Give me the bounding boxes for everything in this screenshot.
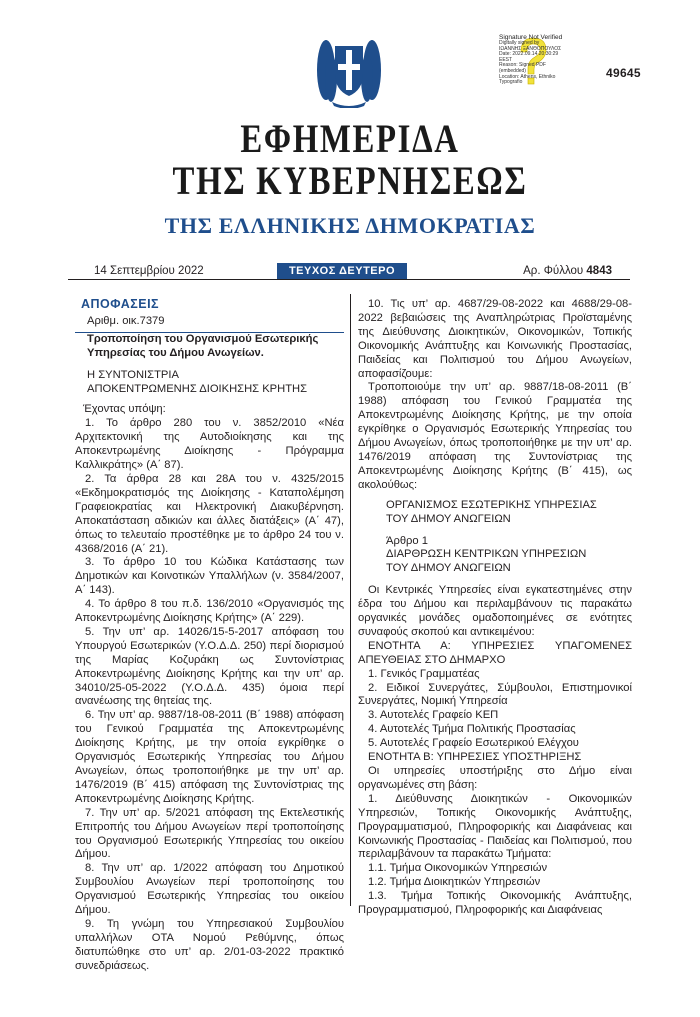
signature-line: EEST [499,56,513,63]
department-item: 1.2. Τμήμα Διοικητικών Υπηρεσιών [368,876,541,889]
gazette-subtitle: ΤΗΣ ΕΛΛΗΝΙΚΗΣ ΔΗΜΟΚΡΑΤΙΑΣ [164,213,536,238]
central-services-paragraph: Οι Κεντρικές Υπηρεσίες είναι εγκατεστημένες στην έδρα του Δήμου και περιλαμβάνουν τις παρακάτω οργανικές μονάδες ομαδοποιημένες σε ενότητες συναφούς σκοπού και αντικειμένου: [358,584,632,638]
signature-title: Signature Not Verified [499,34,563,41]
gazette-title-line-1: ΕΦΗΜΕΡΙΔΑ [240,116,460,161]
amendment-paragraph: Τροποποιούμε την υπ’ αρ. 9887/18-08-2011 (Β΄ 1988) απόφαση του Γενικού Γραμματέα της Αποκεντρωμένης Διοίκησης Κρήτης, με την οποία εγκρίθηκε ο Οργανισμός Εσωτερικής Υπηρεσίας του Δήμου Ανωγείων, όπως τροποποιήθηκε με την υπ’ αρ. 1476/2019 απόφαση της Συντονίστριας της Αποκεντρωμένης Διοίκησης Κρήτης (Β΄ 415), ως ακολούθως: [358,381,632,491]
column-divider [350,294,351,906]
unit-a-item: 4. Αυτοτελές Τμήμα Πολιτικής Προστασίας [368,723,576,736]
article-title-line: ΔΙΑΡΘΡΩΣΗ ΚΕΝΤΡΙΚΩΝ ΥΠΗΡΕΣΙΩΝ [386,548,587,561]
unit-a-item: 5. Αυτοτελές Γραφείο Εσωτερικού Ελέγχου [368,737,579,750]
department-item: 1.1. Τμήμα Οικονομικών Υπηρεσιών [368,862,548,875]
consideration-paragraph: 7. Την υπ’ αρ. 5/2021 απόφαση της Εκτελεστικής Επιτροπής του Δήμου Ανωγείων περί τροποποίησης του Οργανισμού Εσωτερικής Υπηρεσίας του οικείου Δήμου. [75,806,344,861]
consideration-paragraph: 3. Το άρθρο 10 του Κώδικα Κατάστασης των Δημοτικών και Κοινοτικών Υπαλλήλων (ν. 3584/2007, Α΄ 143). [75,556,344,597]
signature-line: Typografio [499,79,523,86]
greek-state-emblem-icon [314,36,384,108]
consideration-paragraph: 1. Το άρθρο 280 του ν. 3852/2010 «Νέα Αρχιτεκτονική της Αυτοδιοίκησης και της Αποκεντρωμένης Διοίκησης - Πρόγραμμα Καλλικράτης» (Α΄ 87). [75,417,344,472]
left-column [75,298,344,974]
decision-title: Τροποποίηση του Οργανισμού Εσωτερικής Υπηρεσίας του Δήμου Ανωγείων. [87,332,319,359]
unit-a-heading: ΕΝΟΤΗΤΑ Α: ΥΠΗΡΕΣΙΕΣ ΥΠΑΓΟΜΕΝΕΣ ΑΠΕΥΘΕΙΑΣ ΣΤΟ ΔΗΜΑΡΧΟ [358,639,632,666]
organization-heading [386,499,632,527]
digital-signature-stamp[interactable] [499,34,579,94]
signature-line: Location: Athens, Ethniko [499,73,556,80]
authority-line: ΑΠΟΚΕΝΤΡΩΜΕΝΗΣ ΔΙΟΙΚΗΣΗΣ ΚΡΗΤΗΣ [87,382,308,395]
directorate-paragraph: 1. Διεύθυνσης Διοικητικών - Οικονομικών Υπηρεσιών, Τοπικής Οικονομικής Ανάπτυξης, Προγραμματισμού, Πληροφορικής και Διαφάνειας και Κοινωνικής Προστασίας - Παιδείας και Πολιτισμού, που περιλαμβάνουν τα παρακάτω Τμήματα: [358,792,632,861]
unit-a-item: 3. Αυτοτελές Γραφείο ΚΕΠ [368,709,499,722]
considerations-intro: Έχοντας υπόψη: [83,403,166,416]
signature-line: Digitally signed by [499,40,540,46]
signature-line: Date: 2022.09.14 20:30:29 [499,51,559,58]
department-item: 1.3. Τμήμα Τοπικής Οικονομικής Ανάπτυξης, Προγραμματισμού, Πληροφορικής και Διαφάνειας [358,890,632,917]
signature-line: (embedded) [499,67,526,74]
consideration-paragraph: 8. Την υπ’ αρ. 1/2022 απόφαση του Δημοτικού Συμβουλίου Ανωγείων περί τροποποίησης του Οργανισμού Εσωτερικής Υπηρεσίας του οικείου Δήμου. [75,862,344,917]
sheet-label: Αρ. Φύλλου [523,265,584,277]
organization-heading-line: ΤΟΥ ΔΗΜΟΥ ΑΝΩΓΕΙΩΝ [386,512,511,525]
sheet-number [523,265,612,277]
consideration-paragraph: 2. Τα άρθρα 28 και 28Α του ν. 4325/2015 «Εκδημοκρατισμός της Διοίκησης - Καταπολέμηση Γραφειοκρατίας και Ηλεκτρονική Διακυβέρνηση. Αποκατάσταση αδικιών και άλλες διατάξεις» (Α΄ 47), όπως το τελευταίο προστέθηκε με το άρθρο 24 του ν. 4368/2016 (Α΄ 21). [75,472,344,555]
article-title-line: ΤΟΥ ΔΗΜΟΥ ΑΝΩΓΕΙΩΝ [386,562,511,575]
consideration-paragraph: 6. Την υπ’ αρ. 9887/18-08-2011 (Β΄ 1988) απόφαση του Γενικού Γραμματέα της Αποκεντρωμένης Διοίκησης Κρήτης, με την οποία εγκρίθηκε ο Οργανισμός Εσωτερικής Υπηρεσίας του Δήμου Ανωγείων, όπως τροποποιήθηκε με την υπ’ αρ. 1476/2019 (Β΄ 415) απόφαση της Συντονίστριας της Αποκεντρωμένης Διοίκησης Κρήτης. [75,709,344,805]
signature-line: Reason: Signed PDF [499,62,546,69]
organization-heading-line: ΟΡΓΑΝΙΣΜΟΣ ΕΣΩΤΕΡΙΚΗΣ ΥΠΗΡΕΣΙΑΣ [386,498,597,511]
support-services-paragraph: Οι υπηρεσίες υποστήριξης στο Δήμο είναι οργανωμένες στη βάση: [358,765,632,791]
authority-line: Η ΣΥΝΤΟΝΙΣΤΡΙΑ [87,368,179,381]
section-heading: ΑΠΟΦΑΣΕΙΣ [81,297,160,311]
gazette-title-line-2: ΤΗΣ ΚΥΒΕΡΝΗΣΕΩΣ [172,158,528,203]
issue-date: 14 Σεπτεμβρίου 2022 [94,265,204,277]
decision-number: Αριθμ. οικ.7379 [87,314,165,327]
unit-a-item: 2. Ειδικοί Συνεργάτες, Σύμβουλοι, Επιστημονικοί Συνεργάτες, Νομική Υπηρεσία [358,681,632,708]
consideration-paragraph: 5. Την υπ’ αρ. 14026/15-5-2017 απόφαση του Υπουργού Εσωτερικών (Υ.Ο.Δ.Δ. 250) περί διορισμού της Μαρίας Κοζυράκη ως Συντονίστριας Αποκεντρωμένης Διοίκησης Κρήτης και την υπ’ αρ. 34010/25-05-2022 (Υ.Ο.Δ.Δ. 435) όμοια περί ανανέωσης της θητείας της. [75,625,344,708]
unit-b-heading: ΕΝΟΤΗΤΑ Β: ΥΠΗΡΕΣΙΕΣ ΥΠΟΣΤΗΡΙΞΗΣ [368,751,582,764]
consideration-paragraph: 10. Τις υπ’ αρ. 4687/29-08-2022 και 4688/29-08-2022 βεβαιώσεις της Αναπληρώτριας Προϊσταμένης της Διεύθυνσης Διοικητικών, Οικονομικών, Τοπικής Οικονομικής Ανάπτυξης και Κοινωνικής Προστασίας, Παιδείας και Πολιτισμού του Δήμου Ανωγείων, αποφασίζουμε: [358,298,632,380]
signature-text [499,34,579,86]
page-folio-number: 49645 [606,66,641,80]
article-number: Άρθρο 1 [386,534,428,547]
signature-line: ΙΩΑΝΝΗΣ ΞΑΝΘΟΠΟΥΛΟΣ [499,45,562,52]
unit-a-item: 1. Γενικός Γραμματέας [368,667,480,680]
right-column [358,298,632,918]
issue-header-bar [68,265,630,280]
sheet-number-value: 4843 [586,265,612,277]
issue-series-badge: ΤΕΥΧΟΣ ΔΕΥΤΕΡΟ [277,263,407,279]
consideration-paragraph: 9. Τη γνώμη του Υπηρεσιακού Συμβουλίου υπαλλήλων ΟΤΑ Νομού Ρεθύμνης, όπως διατυπώθηκε στο υπ’ αρ. 2/01-03-2022 πρακτικό συνεδριάσεως. [75,917,344,972]
issuing-authority [87,369,344,397]
consideration-paragraph: 4. Το άρθρο 8 του π.δ. 136/2010 «Οργανισμός της Αποκεντρωμένης Διοίκησης Κρήτης» (Α΄ 229). [75,598,344,625]
article-heading [386,535,632,577]
